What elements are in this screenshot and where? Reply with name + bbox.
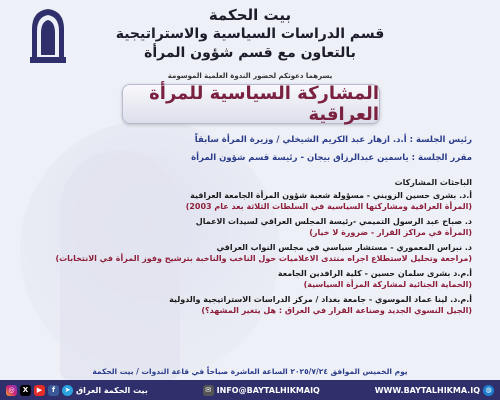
participant-topic: (الحماية الجنائية لمشاركة المرأة السياسية)	[303, 280, 472, 289]
participant-topic: (المرأة العراقية ومشاركتها السياسية في السلطات الثلاثة بعد عام 2003)	[185, 202, 472, 211]
participants-heading: الباحثات المشاركات	[394, 178, 472, 187]
website-group	[375, 385, 494, 396]
participant-name: أ.م.د. لينا عماد الموسوي - جامعة بغداد / مركز الدراسات الاستراتيجية والدولية	[169, 295, 472, 304]
list-item	[22, 268, 472, 290]
invite-text: يسرهما دعوتكم لحضور الندوة العلمية الموسومة	[167, 72, 333, 80]
event-date: يوم الخميس الموافق ٢٠٢٥/٧/٢٤ الساعة العاشرة صباحاً في قاعة الندوات / بيت الحكمة	[92, 367, 408, 376]
seminar-title: المشاركة السياسية للمرأة العراقية	[122, 84, 380, 124]
participant-name: أ.م.د بشرى سلمان حسين - كلية الرافدين الجامعة	[277, 269, 472, 278]
header-institution: بيت الحكمة	[208, 6, 292, 24]
list-item	[22, 190, 472, 212]
social-icons	[6, 385, 148, 396]
footer-bar	[0, 380, 500, 400]
session-chair: رئيس الجلسة : أ.د. ازهار عبد الكريم الشيخلي / وزيرة المرأة سابقاً	[194, 135, 472, 145]
header-cooperation: بالتعاون مع قسم شؤون المرأة	[144, 45, 356, 61]
list-item	[22, 242, 472, 264]
web-icon: ◍	[483, 385, 494, 396]
facebook-icon[interactable]: f	[48, 385, 59, 396]
x-icon[interactable]: X	[20, 385, 31, 396]
header	[0, 6, 500, 63]
header-department: قسم الدراسات السياسية والاستراتيجية	[115, 26, 385, 42]
participant-name: أ.د. بشرى حسين الزويني - مسؤولة شعبة شؤون المرأة الجامعة العراقية	[190, 191, 472, 200]
participants-list	[22, 178, 472, 320]
telegram-icon[interactable]: ➤	[62, 385, 73, 396]
session-rapporteur: مقرر الجلسة : ياسمين عبدالرزاق بيجان - رئيسة قسم شؤون المرأة	[191, 153, 472, 163]
facebook-page-link[interactable]: بيت الحكمة العراق	[76, 385, 148, 395]
mail-icon: ✉	[203, 385, 214, 396]
email-group	[203, 385, 320, 396]
list-item	[22, 294, 472, 316]
website-link[interactable]: WWW.BAYTALHIKMA.IQ	[374, 385, 480, 395]
participant-topic: (مراجعة وتحليل لاستطلاع اجراه منتدى الاعلاميات حول الناخب والناخبة بترشيح وفوز المرأة في الانتخابات)	[55, 254, 472, 263]
participant-topic: (الجيل النسوي الجديد وصناعة القرار في العراق : هل يتغير المشهد؟)	[201, 306, 472, 315]
email-link[interactable]: INFO@BAYTALHIKMAIQ	[216, 385, 320, 395]
participant-name: د. نبراس المعموري - مستشار سياسي في مجلس النواب العراقي	[216, 243, 472, 252]
youtube-icon[interactable]: ▶	[34, 385, 45, 396]
list-item	[22, 216, 472, 238]
participant-name: د. صباح عبد الرسول التميمي -رئيسة المجلس العراقي لسيدات الاعمال	[195, 217, 472, 226]
participant-topic: (المرأة في مراكز القرار - ضرورة لا خيار)	[309, 228, 472, 237]
instagram-icon[interactable]: ◎	[6, 385, 17, 396]
